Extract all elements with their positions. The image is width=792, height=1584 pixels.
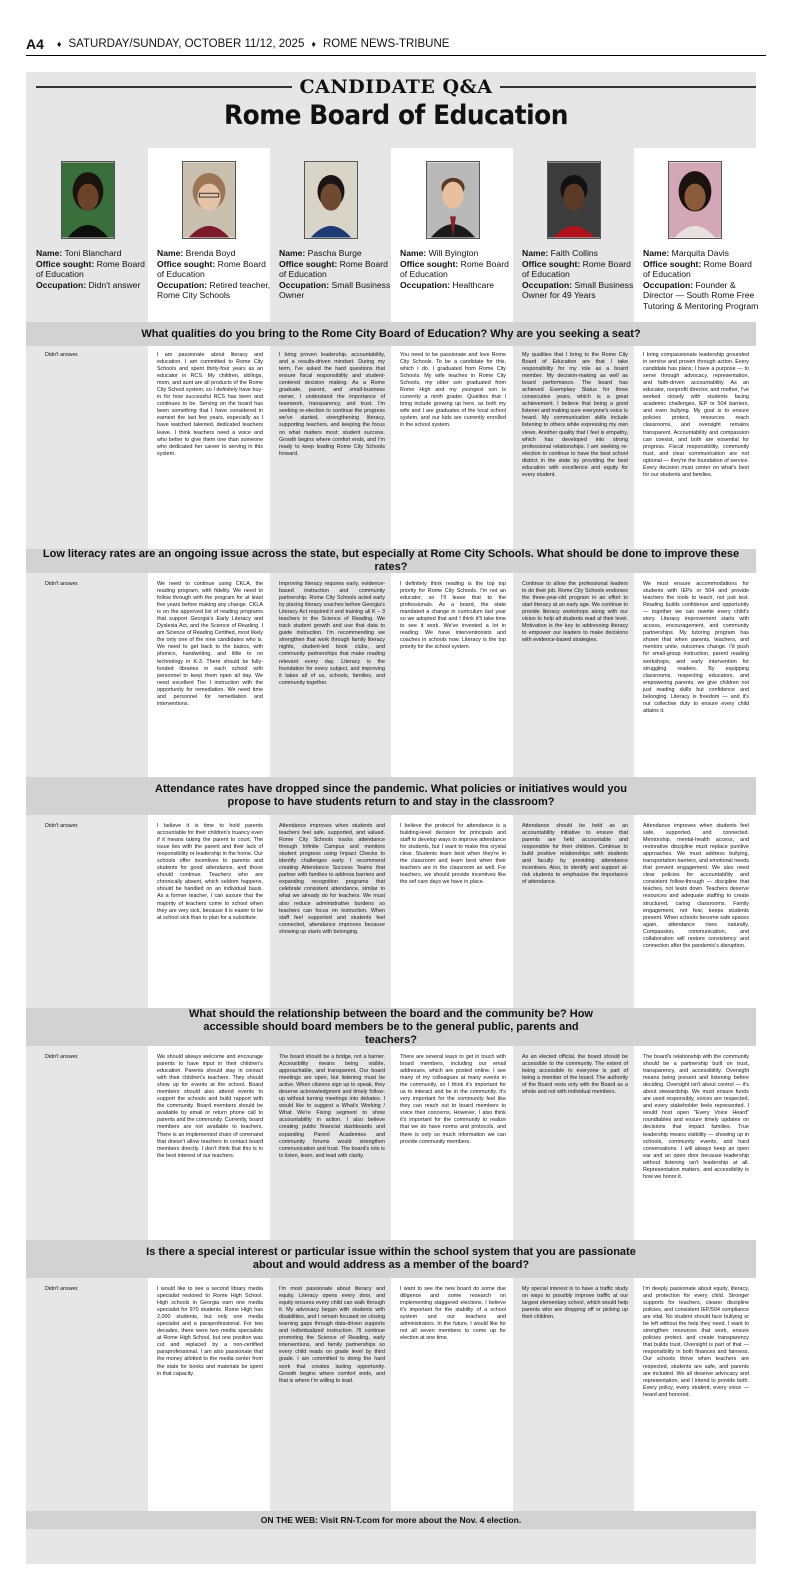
candidate-photo-davis bbox=[668, 161, 722, 239]
candidate-office: Rome Board of Education bbox=[522, 258, 631, 280]
answer-text: We need to continue using CKLA, the reading program, with fidelity. We need to follow through with the program for at least five years before making any change. CKLA is on the approved list of reading programs that support Georgia's Early Literacy and Dyslexia Act, and the Science of Reading. I am Science of Reading Certified, most likely the only one of the nine candidates who is. We need to get back to the basics, with phonics, handwriting, and little to no technology in K-3. There should be fully-funded libraries in each school with personnel to keep them open all day. We need excellent Tier I instruction with the opportunity for remediation. We need time and personnel for remediation and interventions. bbox=[157, 581, 263, 707]
answer-text: Continue to allow the professional leaders to do their job. Rome City Schools endorses the three-year-old program in an effort to start literacy at an early age. We continue to provide literacy workshops along with our vision to help all students read at their level. Motivation is the key to addressing literacy to empower our leaders to make decisions with evidence-based strategies. bbox=[522, 581, 628, 644]
office-label: Office sought: bbox=[522, 258, 581, 269]
answer-text: I would like to see a second library media specialist restored to Rome High School. High schools in Georgia earn one media specialist for 970 students. Rome High has 2,000 students, but only one media specialist and a paraprofessional. For two decades, there were two media specialists at Rome High School, but one position was cut and replaced by a non-certified paraprofessional. I am also passionate that the money allotted to the media center from the state for books and materials be spent in that capacity. bbox=[157, 1286, 263, 1377]
answer-text: We should always welcome and encourage parents to have input in their children's education. Parents should stay in contact with their children's teachers. They should show up for events at the school. Board members should also attend events to support the schools and build rapport with the community. Board members should be available by email or return phone call to parents and the community. Currently, board members are not available to teachers. There is an implemented chain of command that doesn't allow teachers to contact board members directly. I don't think that this is in the best interest of our teachers. bbox=[157, 1054, 263, 1159]
answer-text: I definitely think reading is the top top priority for Rome City Schools. I'm not an educator, so I'll leave that to the professionals. As a board, the state mandated a change in curriculum last year so we adopted that and I think it'll take time to see it work. We've invested a lot in reading. We have interventionists and coaches in schools now. Literacy is the top priority for the school system. bbox=[400, 581, 506, 651]
diamond-icon: ♦ bbox=[311, 39, 316, 49]
answer-text: Attendance improves when students feel safe, supported, and connected. Mentorship, mental-health access, and restorative discipline must replace punitive approaches. We must address bullying, transportation barriers, and emotional needs that prevent engagement. We also need clear policies for accountability and consistent follow-through — discipline that teaches, not tears down. Teachers deserve resources and adequate staffing to create structured, caring classrooms. Family engagement, not fear, keeps students present. When schools become safe spaces again, attendance rises naturally. Compassion, communication, and collaboration will restore consistency and connection after the pandemic's disruption. bbox=[643, 823, 749, 949]
candidate-occupation: Didn't answer bbox=[88, 279, 141, 290]
footer-text: ON THE WEB: Visit RN-T.com for more about the Nov. 4 election. bbox=[260, 1515, 522, 1525]
kicker-text: CANDIDATE Q&A bbox=[299, 76, 493, 98]
portrait-icon bbox=[427, 162, 479, 238]
answer-text: The board should be a bridge, not a barrier. Accessibility means being visible, approachable, and transparent. Our board meetings are open, but listening must be active. When citizens sign up to speak, they deserve acknowledgment and timely follow-up without turning meetings into debates. I would like to suggest a What's Working / What We're Fixing segment to show accountability in action. I also believe creating public financial dashboards and expanding Parent Academies and community forums would strengthen communication and trust. The board's role is to listen, learn, and lead with clarity. bbox=[279, 1054, 385, 1159]
kicker bbox=[36, 76, 756, 98]
folio-rule bbox=[26, 55, 766, 56]
office-label: Office sought: bbox=[157, 258, 216, 269]
name-label: Name: bbox=[157, 248, 184, 258]
name-label: Name: bbox=[36, 248, 63, 258]
question-text: Low literacy rates are an ongoing issue across the state, but especially at Rome City Schools. What should be done to improve these rates? bbox=[42, 548, 740, 573]
answer-text: My qualities that I bring to the Rome City Board of Education are that I take responsibility for my role as a board member. My decision-making as well as board performance. The board has achieved Exemplary Status for three consecutive years, which is a great achievement. I believe that being a good listener and making sure everyone's voice is heard. My communication skills include listening to others while expressing my own views. Another quality that I feel is empathy, which has developed into strong professional relationships. I am seeking re-election to continue to have the best school district in the state by providing the best education with excellence and equity for every student. bbox=[522, 352, 628, 478]
question-text: What should the relationship between the board and the community be? How accessible should board members be to the general public, parents and teachers? bbox=[189, 1007, 593, 1046]
kicker-rule-right bbox=[500, 86, 756, 88]
name-label: Name: bbox=[400, 248, 427, 258]
candidate-bio-boyd bbox=[157, 248, 275, 301]
question-bar bbox=[26, 777, 756, 815]
answer-text: I believe it is time to hold parents accountable for their children's truancy even if it means taking the parent to court. The issue lies with the parent and their lack of responsibility or leadership in the home. Our schools offer incentives to parents and students for good attendance, and those should continue. Teachers who are chronically absent, which seldom happens, should be handled on an individual basis. As a former teacher, I can assure that the majority of teachers come to school when they are very sick, because it is easier to be at school sick than to plan for a substitute. bbox=[157, 823, 263, 921]
folio bbox=[26, 34, 766, 54]
kicker-rule-left bbox=[36, 86, 292, 88]
occupation-label: Occupation: bbox=[157, 279, 208, 290]
question-bar bbox=[26, 549, 756, 573]
name-label: Name: bbox=[522, 248, 549, 258]
portrait-icon bbox=[183, 162, 235, 238]
answer-text: We must ensure accommodations for students with IEPs or 504 and provide teachers the tools to teach, not just test. Reading builds confidence and opportunity — together we can rewrite every child's story. Literacy improvement starts with access, encouragement, and community partnerships. My tutoring program has shown that when parents, teachers, and mentors unite, outcomes change. I'd push for small-group instruction, parent reading workshops, and early intervention for struggling readers. By equipping classrooms, respecting educators, and empowering parents, we give children not just reading skills but confidence and belonging. Literacy is freedom — and it's our collective duty to ensure every child attains it. bbox=[643, 581, 749, 714]
candidate-name: Will Byington bbox=[428, 248, 479, 258]
answer-text: I bring proven leadership, accountability, and a results-driven mindset. During my term, I've asked the hard questions that ensure fiscal responsibility and student-centered decision making. As a Rome graduate, parent, and small-business owner, I understand the importance of teamwork, transparency, and trust. I'm seeking re-election to continue the progress we've started, strengthening literacy, supporting teachers, and keeping the focus on what matters most: student success. Growth begins where comfort ends, and I'm ready to keep leading Rome City Schools forward. bbox=[279, 352, 385, 457]
question-bar bbox=[26, 322, 756, 346]
diamond-icon: ♦ bbox=[56, 39, 62, 49]
occupation-label: Occupation: bbox=[522, 279, 573, 290]
answer-text: Didn't answer. bbox=[45, 1286, 79, 1292]
candidate-office: Rome Board of Education bbox=[157, 258, 266, 280]
answer-text: Improving literacy requires early, evidence-based instruction and community partnership. Rome City Schools acted early by placing literacy coaches before Georgia's Literacy Act required it and training all K – 3 teachers in the Science of Reading. We track student growth and use that data to guide instruction. I'm recommending we strengthen that work through family literacy nights, student-led book clubs, and community partnerships that make reading relevant every day. Literacy is the foundation for every subject, and improving it takes all of us, schools, families, and community together. bbox=[279, 581, 385, 686]
answer-text: Attendance should be held as an accountability initiative to ensure that parents are held accountable and responsible for their children. Continue to build positive relationships with students and faculty by providing attendance incentives. Also, to identify and support at-risk students to emphasize the importance of attendance. bbox=[522, 823, 628, 886]
candidate-photo-burge bbox=[304, 161, 358, 239]
office-label: Office sought: bbox=[643, 258, 702, 269]
candidate-office: Rome Board of Education bbox=[643, 258, 752, 280]
portrait-icon bbox=[548, 162, 600, 238]
answer-text: I'm deeply passionate about equity, literacy, and protection for every child. Stronger supports for teachers, clearer discipline policies, and consistent IEP/504 compliance are vital. No student should face bullying or be left without the help they need. I want to strengthen resources that work, ensure policies protect, and create transparency that builds trust. Oversight is part of that — responsibility in both finances and fairness. Our schools thrive when teachers are respected, students are safe, and parents are included. We all deserve advocacy and representation, and I intend to provide both. Every policy, every student, every voice — heard and honored. bbox=[643, 1286, 749, 1398]
question-bar bbox=[26, 1240, 756, 1278]
answer-text: I am passionate about literacy and education. I am committed to Rome City Schools and spent thirty-four years as an educator in RCS. My children, siblings, mom, and aunt are all products of the Rome City School system, so I definitely have buy-in for how successful RCS has been and continues to be. Serving on the board has been something that I have considered in earnest the last few years, especially as I have watched talented, dedicated teachers leave. I think teachers need a voice and who better to give them one than someone who dedicated her career to serving in this system. bbox=[157, 352, 263, 457]
portrait-icon bbox=[62, 162, 114, 238]
occupation-label: Occupation: bbox=[400, 279, 451, 290]
candidate-bio-burge bbox=[279, 248, 397, 301]
candidate-photo-collins bbox=[547, 161, 601, 239]
web-footer bbox=[26, 1511, 756, 1529]
answer-text: Didn't answer. bbox=[45, 823, 79, 829]
occupation-label: Occupation: bbox=[643, 279, 694, 290]
candidate-photo-byington bbox=[426, 161, 480, 239]
candidate-name: Pascha Burge bbox=[307, 248, 362, 258]
question-text: Is there a special interest or particular issue within the school system that you are passionate about and would address as a member of the board? bbox=[146, 1246, 636, 1271]
candidate-photo-blanchard bbox=[61, 161, 115, 239]
candidate-occupation: Small Business Owner for 49 Years bbox=[522, 279, 634, 301]
candidate-occupation: Founder & Director — South Rome Free Tutoring & Mentoring Program bbox=[643, 279, 759, 311]
answer-text: There are several ways to get in touch with board members, including our email addresses, which are posted online. I see many of my colleagues at many events in the community, so I think it's important for us to interact and be in the community. It's very important for the community feel like they can reach out to board members to voice their concerns. However, I also think it's important for the community to realize that we do have norms and protocols, and there is only so much information we can provide community members. bbox=[400, 1054, 506, 1145]
question-text: What qualities do you bring to the Rome City Board of Education? Why are you seeking a seat? bbox=[141, 327, 641, 340]
candidate-occupation: Retired teacher, Rome City Schools bbox=[157, 279, 271, 301]
answer-text: My special interest is to have a traffic study on ways to possibly improve traffic at our largest elementary school, which would help parents who are dropping off or picking up their children. bbox=[522, 1286, 628, 1321]
candidate-bio-blanchard bbox=[36, 248, 154, 290]
portrait-icon bbox=[669, 162, 721, 238]
answer-text: Attendance improves when students and teachers feel safe, supported, and valued. Rome City Schools tracks attendance through Infinite Campus and monitors student progress using Impact Checks to identify challenges early. I recommend creating Attendance Success Teams that partner with families to address barriers and expanding recognition programs that celebrate consistent attendance, similar to what we already do for teachers. We must also reduce administrative burdens so teachers can focus on instruction. When staff feel supported and students feel connected, attendance improves because showing up starts with belonging. bbox=[279, 823, 385, 935]
answer-text: As an elected official, the board should be accessible to the community. The extent of being accessible to everyone is part of being a member of the board. The authority of the Board rests only with the Board as a whole and not with individual members. bbox=[522, 1054, 628, 1096]
name-label: Name: bbox=[279, 248, 306, 258]
office-label: Office sought: bbox=[36, 258, 95, 269]
candidate-name: Marquita Davis bbox=[671, 248, 729, 258]
answer-text: I bring compassionate leadership grounded in service and proven through action. Every candidate has plans; I have a purpose — to serve through advocacy, representation, and faith-driven accountability. As an educator, nonprofit director, and mother, I've worked closely with students facing academic challenges, IEP or 504 barriers, and even bullying. My goal is to ensure policies protect, resources reach classrooms, and oversight remains transparent. Accountability and compassion can coexist, and both are essential for progress. Fiscal responsibility, community trust, and clear communication are not optional — they're the foundation of service. Every decision must center on what's best for our students and families. bbox=[643, 352, 749, 478]
answer-text: I want to see the new board do some due diligence and some research on implementing staggered elections. I believe it's important for the stability of a school system and our teachers and administrators. In the future, I would like for not all seven members to come up for election at one time. bbox=[400, 1286, 506, 1342]
question-bar bbox=[26, 1008, 756, 1046]
candidate-bio-collins bbox=[522, 248, 640, 301]
candidate-occupation: Small Business Owner bbox=[279, 279, 391, 301]
occupation-label: Occupation: bbox=[36, 279, 87, 290]
question-text: Attendance rates have dropped since the pandemic. What policies or initiatives would you propose to have students return to and stay in the classroom? bbox=[155, 783, 627, 808]
candidate-name: Toni Blanchard bbox=[64, 248, 122, 258]
office-label: Office sought: bbox=[279, 258, 338, 269]
candidate-name: Faith Collins bbox=[550, 248, 598, 258]
candidate-bio-byington bbox=[400, 248, 518, 290]
candidate-office: Rome Board of Education bbox=[400, 258, 509, 280]
answer-text: Didn't answer. bbox=[45, 581, 79, 587]
candidate-office: Rome Board of Education bbox=[279, 258, 388, 280]
answer-text: You need to be passionate and love Rome City Schools. To be a candidate for this, which I do. I graduated from Rome City Schools. My wife teaches in Rome City Schools, my older son graduated from Rome High and my youngest son is currently a ninth grader. Qualities that I bring include growing up here, as both my wife and I are graduates of the local school system, and our kids are currently enrolled in the school system. bbox=[400, 352, 506, 429]
answer-text: The board's relationship with the community should be a partnership built on trust, transparency, and accessibility. Oversight means being present and listening before deciding. Oversight isn't about control — it's about stewardship. We must ensure funds are used responsibly, voices are respected, and every stakeholder feels represented. I would host open "Every Voice Heard" roundtables and ensure timely updates on decisions that impact families. True leadership means visibility — showing up in schools, community events, and hard conversations. I will always keep an open ear and an open door because leadership without listening isn't leadership at all. Representation matters, and accessibility is how we honor it. bbox=[643, 1054, 749, 1180]
candidate-office: Rome Board of Education bbox=[36, 258, 145, 280]
candidate-occupation: Healthcare bbox=[452, 279, 495, 290]
answer-text: Didn't answer. bbox=[45, 352, 79, 358]
candidate-photo-boyd bbox=[182, 161, 236, 239]
candidate-bio-davis bbox=[643, 248, 761, 312]
answer-text: Didn't answer. bbox=[45, 1054, 79, 1060]
office-label: Office sought: bbox=[400, 258, 459, 269]
answer-text: I believe the protocol for attendance is a building-level decision for principals and staff to develop ways to improve attendance for students, but I want to make this crystal clear. Students learn best when they're in the classroom and learn best when their teachers are in the classroom as well. For teachers, we should provide incentives like the sef care days we have in place. bbox=[400, 823, 506, 886]
page-number: A4 bbox=[26, 36, 44, 52]
occupation-label: Occupation: bbox=[279, 279, 330, 290]
page-title: Rome Board of Education bbox=[223, 100, 569, 131]
candidate-name: Brenda Boyd bbox=[185, 248, 236, 258]
portrait-icon bbox=[305, 162, 357, 238]
name-label: Name: bbox=[643, 248, 670, 258]
issue-date: SATURDAY/SUNDAY, OCTOBER 11/12, 2025 bbox=[68, 38, 305, 50]
newspaper-name: ROME NEWS-TRIBUNE bbox=[322, 38, 450, 50]
answer-text: I'm most passionate about literacy and equity. Literacy opens every door, and equity ensures every child can walk through it. My advocacy began with students with disabilities, and I remain focused on closing learning gaps through data-driven supports and individualized instruction. I'll continue promoting the Science of Reading, early interventions, and family partnerships so every child reads on grade level by third grade. I am committed to doing the hard work that creates lasting opportunity. Growth begins where comfort ends, and that is where I'm willing to lead. bbox=[279, 1286, 385, 1384]
